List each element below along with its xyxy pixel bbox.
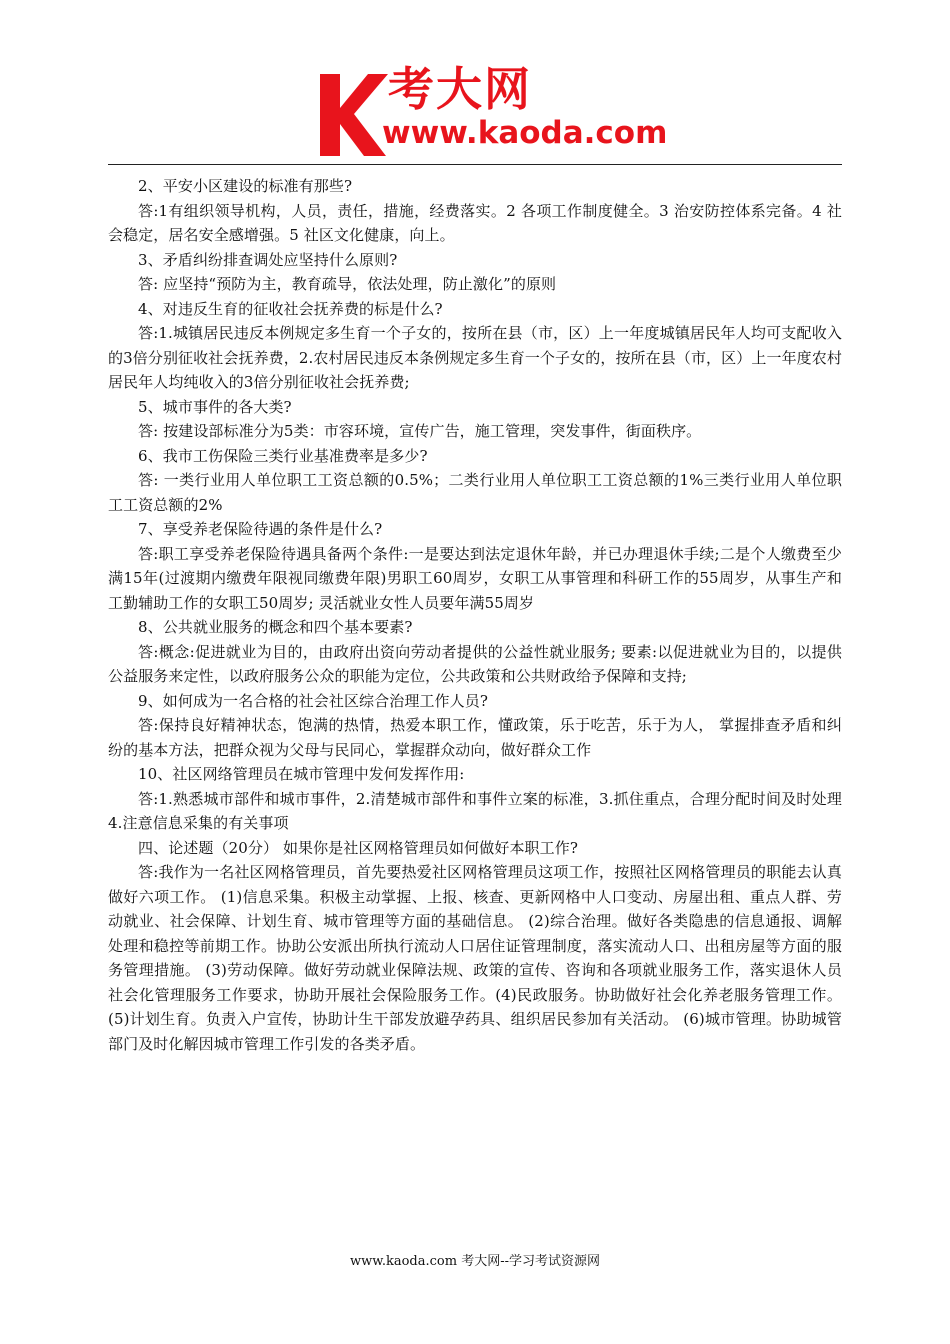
answer-5: 答: 按建设部标准分为5类：市容环境，宣传广告，施工管理，突发事件，街面秩序。 <box>138 422 702 440</box>
answer-4: 答:1.城镇居民违反本例规定多生育一个子女的，按所在县（市，区）上一年度城镇居民年人均可支配收入的3倍分别征收社会抚养费，2.农村居民违反本条例规定多生育一个子女的，按所在县（市，区）上一年度农村居民年人均纯收入的3倍分别征收社会抚养费; <box>108 324 842 391</box>
essay-question: 四、论述题（20分） 如果你是社区网格管理员如何做好本职工作? <box>138 838 578 857</box>
essay-answer: 答:我作为一名社区网格管理员，首先要热爱社区网格管理员这项工作，按照社区网格管理员的职能去认真做好六项工作。 (1)信息采集。积极主动掌握、上报、核查、更新网格中人口变动、房屋出租、重点人群、劳动就业、社会保障、计划生育、城市管理等方面的基础信息。 (2)综合治理。做好各类隐患的信息通报、调解处理和稳控等前期工作。协助公安派出所执行流动人口居住证管理制度，落实流动人口、出租房屋等方面的服务管理措施。 (3)劳动保障。做好劳动就业保障法规、政策的宣传、咨询和各项就业服务工作，落实退休人员社会化管理服务工作要求，协助开展社会保险服务工作。(4)民政服务。协助做好社会化养老服务管理工作。 (5)计划生育。负责入户宣传，协助计生干部发放避孕药具、组织居民参加有关活动。 (6)城市管理。协助城管部门及时化解因城市管理工作引发的各类矛盾。 <box>108 863 842 1053</box>
answer-7: 答:职工享受养老保险待遇具备两个条件:一是要达到法定退休年龄，并已办理退休手续;二是个人缴费至少满15年(过渡期内缴费年限视同缴费年限)男职工60周岁，女职工从事管理和科研工作的55周岁，从事生产和工勤辅助工作的女职工50周岁; 灵活就业女性人员要年满55周岁 <box>108 544 842 612</box>
question-3: 3、矛盾纠纷排查调处应坚持什么原则? <box>138 250 398 269</box>
question-9: 9、如何成为一名合格的社会社区综合治理工作人员? <box>138 691 488 710</box>
page-footer: www.kaoda.com 考大网--学习考试资源网 <box>350 1254 600 1269</box>
question-2: 2、平安小区建设的标准有那些? <box>138 177 353 195</box>
question-10: 10、社区网络管理员在城市管理中发何发挥作用: <box>138 765 465 783</box>
question-6: 6、我市工伤保险三类行业基准费率是多少? <box>138 446 428 465</box>
logo-name: 考大网 <box>388 62 532 116</box>
k-logo-icon <box>318 70 390 158</box>
answer-10: 答:1.熟悉城市部件和城市事件，2.清楚城市部件和事件立案的标准，3.抓住重点，合理分配时间及时处理4.注意信息采集的有关事项 <box>108 789 842 832</box>
question-8: 8、公共就业服务的概念和四个基本要素? <box>138 618 413 636</box>
answer-9: 答:保持良好精神状态，饱满的热情，热爱本职工作，懂政策，乐于吃苦，乐于为人， 掌握排查矛盾和纠纷的基本方法，把群众视为父母与民同心，掌握群众动向，做好群众工作 <box>108 716 842 759</box>
answer-6: 答: 一类行业用人单位职工工资总额的0.5%；二类行业用人单位职工工资总额的1%三类行业用人单位职工工资总额的2% <box>108 471 842 514</box>
question-5: 5、城市事件的各大类? <box>138 397 292 416</box>
answer-8: 答:概念:促进就业为目的，由政府出资向劳动者提供的公益性就业服务; 要素:以促进就业为目的，以提供公益服务来定性，以政府服务公众的职能为定位，公共政策和公共财政给予保障和支持; <box>108 642 842 685</box>
document-body <box>108 174 842 1056</box>
site-logo <box>318 60 668 160</box>
question-7: 7、享受养老保险待遇的条件是什么? <box>138 520 383 538</box>
answer-3: 答: 应坚持“预防为主，教育疏导，依法处理，防止激化”的原则 <box>138 275 557 293</box>
logo-url: www.kaoda.com <box>382 115 668 151</box>
answer-2: 答:1有组织领导机构，人员，责任，措施，经费落实。2 各项工作制度健全。3 治安防控体系完备。4 社会稳定，居名安全感增强。5 社区文化健康，向上。 <box>108 201 842 244</box>
question-4: 4、对违反生育的征收社会抚养费的标是什么? <box>138 299 443 318</box>
header-divider <box>108 164 842 165</box>
